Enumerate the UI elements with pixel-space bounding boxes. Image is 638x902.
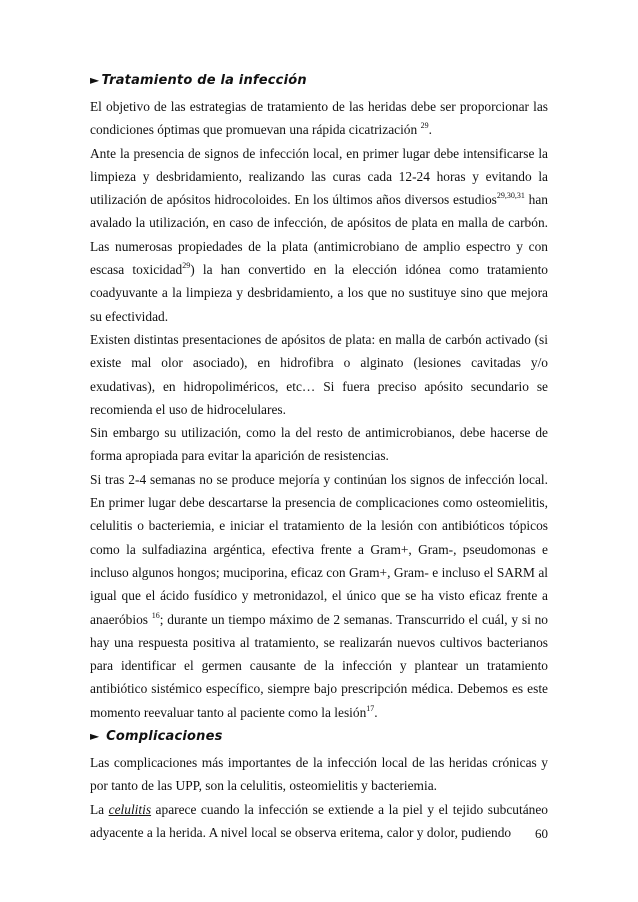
document-body bbox=[90, 70, 548, 844]
citation: 16 bbox=[151, 610, 160, 620]
paragraph-objective bbox=[90, 95, 548, 142]
paragraph-text: Ante la presencia de signos de infección local, en primer lugar debe intensificarse la limpieza y desbridamiento, realizando las curas cada 12-24 horas y evitando la utilización de apósitos hidrocoloides. En los últimos años diversos estudios bbox=[90, 145, 548, 208]
arrow-bullet-icon: ► bbox=[90, 73, 100, 87]
page-number: 60 bbox=[535, 826, 548, 841]
paragraph-silver-dressings: Existen distintas presentaciones de apósitos de plata: en malla de carbón activado (si existe mal olor asociado), en hidrofibra o alginato (lesiones cavitadas y/o exudativas), en hidropoliméricos, etc… Si fuera preciso apósito secundario se recomienda el uso de hidrocelulares. bbox=[90, 331, 548, 417]
paragraph-text: aparece cuando la infección se extiende a la piel y el tejido subcutáneo adyacente a la herida. A nivel local se observa eritema, calor y dolor, pudiendo bbox=[90, 801, 548, 840]
section-heading-treatment bbox=[90, 70, 548, 91]
citation: 29 bbox=[420, 121, 429, 131]
paragraph-text: ; durante un tiempo máximo de 2 semanas. Transcurrido el cuál, y si no hay una respuesta positiva al tratamiento, se realizarán nuevos cultivos bacterianos para identificar el germen causante de la infección y plantear un tratamiento antibiótico sistémico específico, siempre bajo prescripción médica. Debemos es este momento reevaluar tanto al paciente como la lesión bbox=[90, 611, 548, 720]
paragraph-text: El objetivo de las estrategias de tratamiento de las heridas debe ser proporcionar las condiciones óptimas que promuevan una rápida cicatrización bbox=[90, 99, 548, 138]
section-heading-complications bbox=[90, 726, 548, 747]
paragraph-text: han avalado la utilización, en caso de infección, de apósitos de plata en malla de carbón. Las numerosas propiedades de la plata (antimicrobiano de amplio espectro y con escasa toxicidad bbox=[90, 192, 548, 278]
term-cellulitis: celulitis bbox=[108, 801, 152, 817]
citation: 29 bbox=[182, 261, 191, 271]
citation: 29,30,31 bbox=[496, 191, 525, 201]
paragraph-resistance: Sin embargo su utilización, como la del resto de antimicrobianos, debe hacerse de forma apropiada para evitar la aparición de resistencias. bbox=[90, 425, 548, 464]
paragraph-cellulitis bbox=[90, 798, 548, 845]
paragraph-text: Si tras 2-4 semanas no se produce mejoría y continúan los signos de infección local. En primer lugar debe descartarse la presencia de complicaciones como osteomielitis, celulitis o bacteriemia, e iniciar el tratamiento de la lesión con antibióticos tópicos como la sulfadiazina argéntica, efectiva frente a Gram+, Gram-, pseudomonas e incluso algunos hongos; muciporina, eficaz con Gram+, Gram- e incluso el SARM al igual que el ácido fusídico y metronidazol, el único que se ha visto eficaz frente a anaeróbios bbox=[90, 471, 548, 627]
paragraph-text: . bbox=[374, 704, 378, 720]
paragraph-antibiotics bbox=[90, 468, 548, 724]
paragraph-text: . bbox=[428, 122, 432, 138]
paragraph-text: La bbox=[90, 801, 109, 817]
citation: 17 bbox=[366, 703, 375, 713]
paragraph-infection-signs bbox=[90, 142, 548, 328]
paragraph-complications: Las complicaciones más importantes de la infección local de las heridas crónicas y por tanto de las UPP, son la celulitis, osteomielitis y bacteriemia. bbox=[90, 755, 548, 794]
section-title: Tratamiento de la infección bbox=[101, 73, 307, 88]
arrow-bullet-icon: ► bbox=[90, 729, 100, 744]
section-title: Complicaciones bbox=[106, 729, 223, 745]
paragraph-text: ) la han convertido en la elección idónea como tratamiento coadyuvante a la limpieza y desbridamiento, a los que no sustituye sino que mejora su efectividad. bbox=[90, 262, 548, 324]
